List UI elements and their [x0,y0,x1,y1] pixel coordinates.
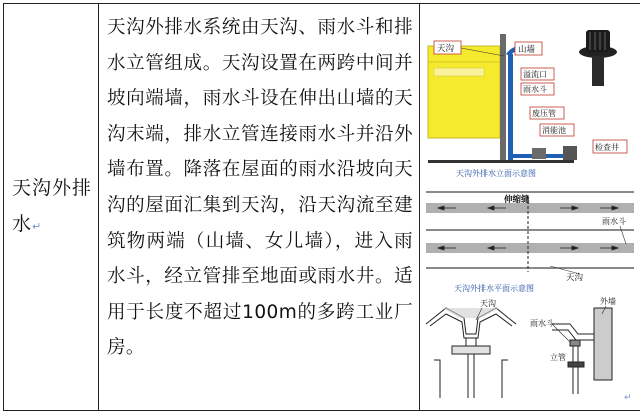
content-table [3,3,640,411]
label-ligan: 立管 [550,352,566,362]
label-sec-tiangou: 天沟 [480,298,496,308]
caption-elevation: 天沟外排水立面示意图 [456,168,536,178]
figures-cell [420,4,640,411]
energy-pool [532,148,546,159]
section-figure [426,296,632,403]
label-plan-yushuidou: 雨水斗 [602,216,626,226]
inspection-well [563,146,577,160]
return-mark-figure: ↵ [624,393,632,403]
label-shensuofeng: 伸缩缝 [504,194,530,205]
table-row [4,4,640,411]
label-tiangou: 天沟 [437,43,455,54]
description-cell [99,4,420,411]
label-yushuidou: 雨水斗 [523,84,547,94]
return-mark: ↵ [32,220,42,233]
elevation-figure [428,30,627,178]
roof-block [428,46,500,138]
funnel-product [579,30,617,86]
label-paoyaguan: 废压管 [532,108,556,118]
label-xiaonengchi: 消能池 [542,125,566,135]
wall [500,34,506,162]
type-label-text: 天沟外排水 [12,177,92,235]
plan-figure [426,192,634,293]
type-label [4,170,98,245]
label-sec-yushuidou: 雨水斗 [530,318,554,328]
ground-line [428,160,574,163]
label-waiqiang: 外墙 [600,296,616,306]
label-yiliukou: 溢流口 [523,69,547,79]
label-jianchajing: 检查井 [595,142,619,152]
caption-plan: 天沟外排水平面示意图 [454,283,534,293]
description-text: 天沟外排水系统由天沟、雨水斗和排水立管组成。天沟设置在两跨中间并坡向端墙，雨水斗设在伸出山墙的天沟末端，排水立管连接雨水斗并沿外墙布置。降落在屋面的雨水沿坡向天沟的屋面汇集到天沟，沿天沟流至建筑物两端（山墙、女儿墙），进入雨水斗，经立管排至地面或雨水井。适用于长度不超过100m的多跨工业厂房。 [99,4,419,366]
roof-stripe [434,68,484,76]
type-label-cell [4,4,99,411]
downpipe [508,54,513,160]
figures-svg [420,4,639,406]
figures-wrap [420,4,640,410]
label-plan-tiangou: 天沟 [566,272,584,283]
label-shanqiang: 山墙 [518,44,536,55]
